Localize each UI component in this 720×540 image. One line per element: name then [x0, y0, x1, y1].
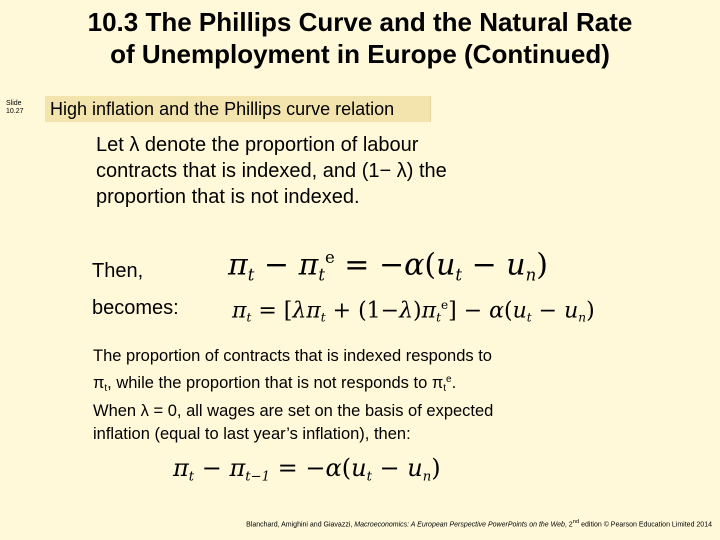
period: . [451, 374, 457, 392]
intro-line-1: Let λ denote the proportion of labour [96, 134, 419, 156]
footer-publisher: edition © Pearson Education Limited 2014 [579, 521, 712, 529]
phillips-equation-lagged: $\pi_t - \pi_{t-1} = -\alpha(u_t - u_n)$ [173, 454, 441, 485]
footer-edition-sup: nd [572, 519, 580, 525]
slide-subtitle: High inflation and the Phillips curve relation [50, 99, 395, 119]
footer-authors: Blanchard, Amighini and Giavazzi, [246, 521, 355, 529]
slide-number-label [6, 100, 24, 116]
title-line-2: of Unemployment in Europe (Continued) [110, 39, 610, 69]
footer-book-title: Macroeconomics: A European Perspective PowerPoints on the Web [354, 521, 565, 529]
superscript-e: e [446, 374, 452, 385]
subscript-t-2: t [443, 383, 447, 394]
then-label: Then, [92, 260, 144, 282]
becomes-label: becomes: [92, 297, 179, 319]
explanation-line-1: The proportion of contracts that is indexed responds to [93, 347, 492, 365]
explanation-line-2 [93, 368, 613, 400]
title-line-1: 10.3 The Phillips Curve and the Natural Rate [87, 7, 633, 37]
explanation-line-4: inflation (equal to last year’s inflation), then: [93, 425, 411, 443]
phillips-equation-expected: $\pi_t - \pi_t^e = -\alpha(u_t - u_n)$ [228, 247, 548, 285]
phillips-equation-indexed: $\pi_t = [\lambda\pi_t + (1-\lambda)\pi_t^e] - \alpha(u_t - u_n)$ [232, 298, 595, 325]
pi-symbol: π [93, 374, 105, 392]
slide-word: Slide [6, 100, 22, 107]
intro-paragraph [96, 132, 556, 210]
intro-line-2: contracts that is indexed, and (1− λ) the [96, 160, 447, 182]
explanation-line-2-text: , while the proportion that is not responds to π [107, 374, 444, 392]
intro-line-3: proportion that is not indexed. [96, 186, 360, 208]
slide-title [0, 6, 720, 70]
slide-number: 10.27 [6, 108, 24, 115]
footer-edition: , 2 [564, 521, 573, 529]
explanation-text [93, 345, 613, 446]
subscript-t: t [104, 383, 108, 394]
explanation-line-3: When λ = 0, all wages are set on the basis of expected [93, 402, 494, 420]
footer-citation [0, 518, 720, 529]
